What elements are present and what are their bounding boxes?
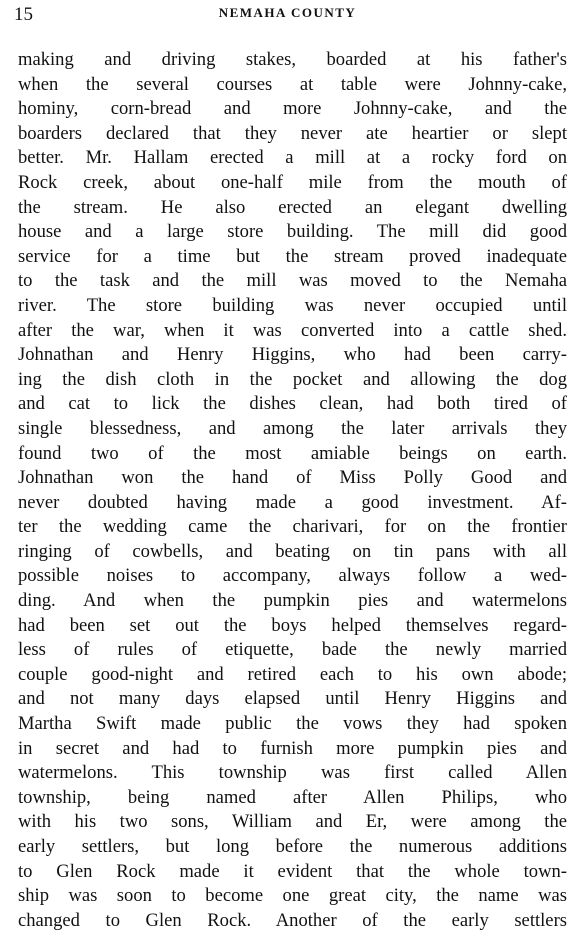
text-line: Johnathan and Henry Higgins, who had been carry- [18, 344, 567, 366]
text-line: changed to Glen Rock. Another of the early settlers [18, 909, 567, 931]
text-line: early settlers, but long before the numerous additions [18, 836, 567, 857]
text-line: with his two sons, William and Er, were among the [18, 811, 567, 833]
text-line: found two of the most amiable beings on earth. [18, 442, 567, 464]
text-line: and not many days elapsed until Henry Higgins and [18, 688, 567, 710]
text-line: had been set out the boys helped themselves regard- [18, 614, 567, 636]
text-line: hominy, corn-bread and more Johnny-cake, and the [18, 98, 567, 120]
text-line: Rock creek, about one-half mile from the mouth of [18, 171, 567, 193]
running-head: NEMAHA COUNTY [218, 5, 357, 20]
body-text [18, 48, 567, 933]
text-line: ringing of cowbells, and beating on tin pans with all [18, 540, 567, 562]
text-line: township, being named after Allen Philips, who [18, 786, 567, 808]
text-line: single blessedness, and among the later arrivals they [18, 417, 567, 439]
page-header [0, 0, 575, 30]
text-line: ship was soon to become one great city, the name was [18, 885, 567, 907]
text-line: service for a time but the stream proved inadequate [18, 245, 567, 267]
text-line: better. Mr. Hallam erected a mill at a rocky ford on [18, 147, 567, 169]
text-line: house and a large store building. The mill did good [18, 221, 567, 243]
text-line: after the war, when it was converted into a cattle shed. [18, 319, 567, 341]
text-line: boarders declared that they never ate heartier or slept [18, 122, 567, 144]
text-line: Martha Swift made public the vows they had spoken [18, 713, 567, 735]
text-line: river. The store building was never occupied until [18, 294, 567, 316]
text-line: to Glen Rock made it evident that the whole town- [18, 860, 567, 882]
text-line: to the task and the mill was moved to the Nemaha [18, 270, 567, 292]
text-line: making and driving stakes, boarded at his father's [18, 49, 567, 70]
page-number: 15 [14, 4, 33, 25]
text-line: less of rules of etiquette, bade the newly married [18, 639, 567, 661]
text-line: watermelons. This township was first called Allen [18, 762, 567, 784]
text-line: Johnathan won the hand of Miss Polly Good and [18, 467, 567, 489]
text-line: never doubted having made a good investment. Af- [18, 491, 567, 513]
text-line: ing the dish cloth in the pocket and allowing the dog [18, 368, 567, 390]
text-line: ding. And when the pumpkin pies and watermelons [18, 590, 567, 612]
text-line: the stream. He also erected an elegant dwelling [18, 196, 567, 218]
text-line: couple good-night and retired each to his own abode; [18, 663, 567, 685]
text-line: and cat to lick the dishes clean, had both tired of [18, 393, 567, 415]
text-line: when the several courses at table were Johnny-cake, [18, 73, 567, 95]
text-line: ter the wedding came the charivari, for on the frontier [18, 516, 567, 538]
text-line: possible noises to accompany, always follow a wed- [18, 565, 567, 587]
text-line: in secret and had to furnish more pumpkin pies and [18, 737, 567, 759]
